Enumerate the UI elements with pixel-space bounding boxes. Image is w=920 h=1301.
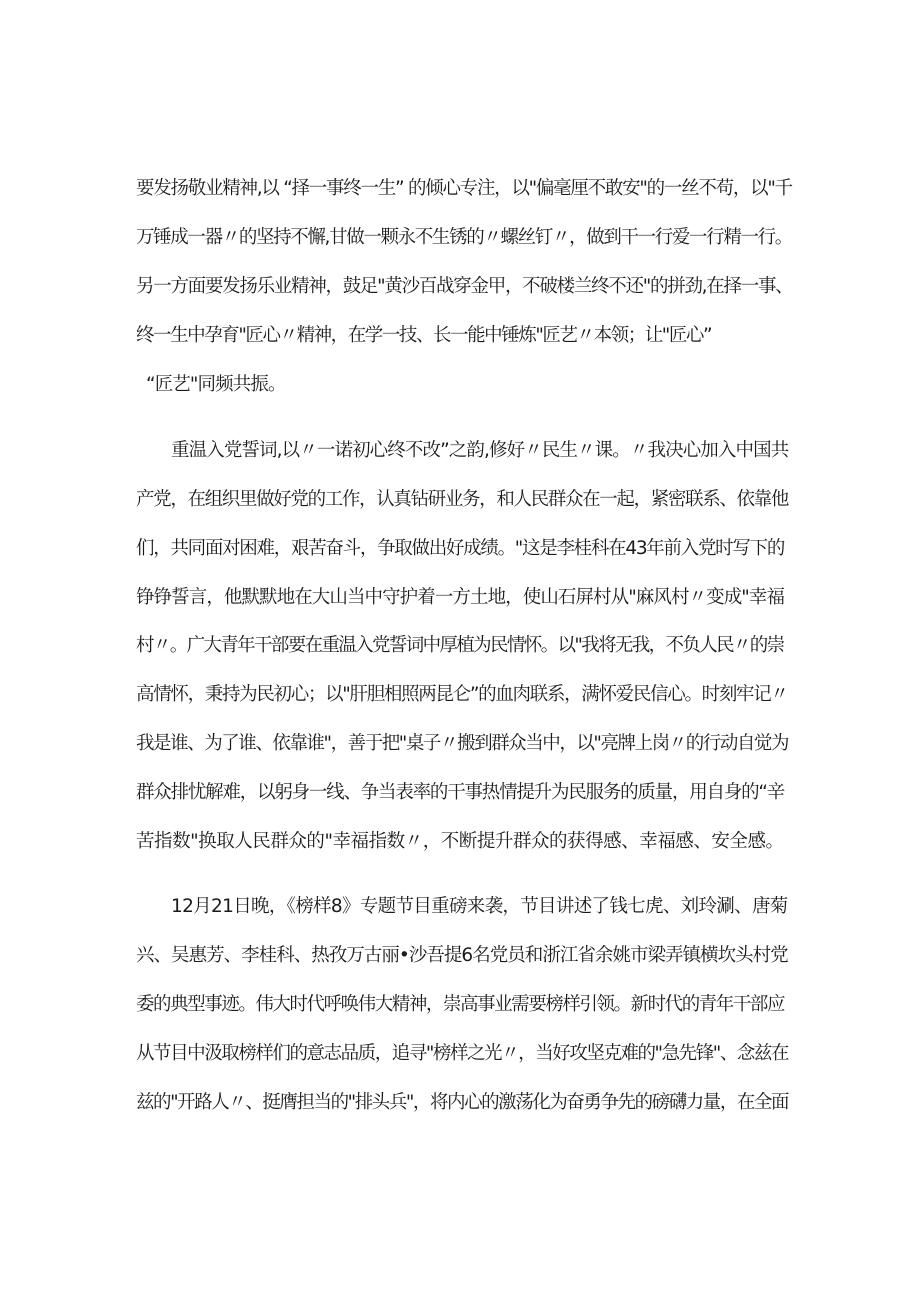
- paragraph-3-line-1: 12月21日晚，《榜样8》专题节目重磅来袭，节目讲述了钱七虎、刘玲涮、唐菊: [171, 896, 788, 917]
- paragraph-3-line-2: 兴、吴惠芳、李桂科、热孜万古丽•沙吾提6名党员和浙江省余姚市梁弄镇横坎头村党: [136, 945, 788, 966]
- paragraph-3-line-5: 兹的"开路人〃、挺膺担当的"排头兵"，将内心的激荡化为奋勇争先的磅礴力量，在全面: [136, 1092, 789, 1113]
- paragraph-2-line-1: 重温入党誓词,以〃一诺初心终不改”之韵,修好〃民生〃课。〃我决心加入中国共: [171, 440, 789, 461]
- paragraph-2-line-6: 高情怀，秉持为民初心；以"肝胆相照两昆仑”的血肉联系，满怀爱民信心。时刻牢记〃: [136, 684, 788, 705]
- paragraph-1-line-2: 万锤成一器〃的坚持不懈,甘做一颗永不生锈的〃螺丝钉〃，做到干一行爱一行精一行。: [136, 227, 792, 248]
- paragraph-1-line-1: 要发扬敬业精神,以 “择一事终一生” 的倾心专注，以"偏毫厘不敢安"的一丝不苟，以"千: [136, 178, 792, 199]
- paragraph-1-line-4: 终一生中孕育"匠心〃精神，在学一技、长一能中锤炼"匠艺〃本领；让"匠心”: [136, 325, 712, 346]
- paragraph-2-line-5: 村〃。广大青年干部要在重温入党誓词中厚植为民情怀。以"我将无我，不负人民〃的崇: [136, 635, 784, 656]
- paragraph-2-line-3: 们，共同面对困难，艰苦奋斗，争取做出好成绩。"这是李桂科在43年前入党时写下的: [136, 538, 785, 559]
- paragraph-2-line-2: 产党，在组织里做好党的工作，认真钻研业务，和人民群众在一起，紧密联系、依靠他: [136, 489, 789, 510]
- paragraph-1-line-5: “匠艺"同频共振。: [146, 374, 286, 395]
- paragraph-2-line-4: 铮铮誓言，他默默地在大山当中守护着一方土地，使山石屏村从"麻风村〃变成"幸福: [136, 587, 785, 608]
- paragraph-3-line-4: 从节目中汲取榜样们的意志品质，追寻"榜样之光〃，当好攻坚克难的"急先锋"、念兹在: [136, 1043, 789, 1064]
- paragraph-2-line-7: 我是谁、为了谁、依靠谁"，善于把"桌子〃搬到群众当中，以"亮牌上岗〃的行动自觉为: [136, 733, 789, 754]
- paragraph-1-line-3: 另一方面要发扬乐业精神，鼓足"黄沙百战穿金甲，不破楼兰终不还"的拼劲,在择一事、: [136, 276, 793, 297]
- paragraph-2-line-8: 群众排忧解难，以躬身一线、争当表率的干事热情提升为民服务的质量，用自身的“辛: [136, 782, 785, 803]
- paragraph-3-line-3: 委的典型事迹。伟大时代呼唤伟大精神，崇高事业需要榜样引领。新时代的青年干部应: [136, 994, 785, 1015]
- paragraph-2-line-9: 苦指数"换取人民群众的"幸福指数〃，不断提升群众的获得感、幸福感、安全感。: [136, 831, 784, 852]
